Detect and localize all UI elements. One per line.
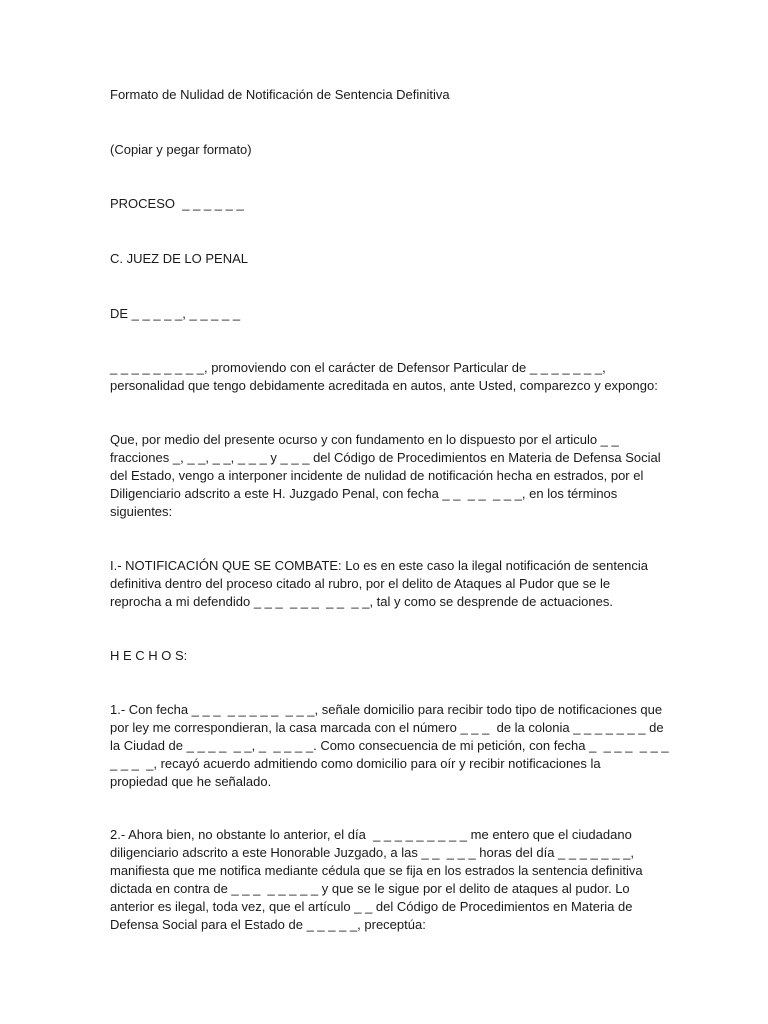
- hecho2-line: 2.- Ahora bien, no obstante lo anterior, el día _ _ _ _ _ _ _ _ _ me entero que el ciudadano: [110, 827, 632, 842]
- notificacion-line: reprocha a mi defendido _ _ _ _ _ _ _ _ _ _, tal y como se desprende de actuaciones.: [110, 594, 613, 609]
- hechos-heading: H E C H O S:: [110, 648, 188, 663]
- que-line: Diligenciario adscrito a este H. Juzgado Penal, con fecha _ _ _ _ _ _ _, en los términos: [110, 486, 618, 501]
- hecho2-line: anterior es ilegal, toda vez, que el artículo _ _ del Código de Procedimientos en Materia de: [110, 899, 633, 914]
- hecho2-line: Defensa Social para el Estado de _ _ _ _ _, preceptúa:: [110, 917, 426, 932]
- notificacion-line: I.- NOTIFICACIÓN QUE SE COMBATE: Lo es en este caso la ilegal notificación de sentencia: [110, 558, 649, 573]
- hecho2-line: manifiesta que me notifica mediante cédula que se fija en los estrados la sentencia definitiva: [110, 863, 643, 878]
- notificacion-paragraph: [110, 557, 658, 611]
- intro-line: _ _ _ _ _ _ _ _ _, promoviendo con el carácter de Defensor Particular de _ _ _ _ _ _ _,: [110, 360, 606, 375]
- document-title: Formato de Nulidad de Notificación de Sentencia Definitiva: [110, 87, 450, 102]
- hecho2-paragraph: [110, 826, 658, 934]
- hecho1-line: propiedad que he señalado.: [110, 774, 272, 789]
- que-line: del Estado, vengo a interponer incidente de nulidad de notificación hecha en estrados, por el: [110, 468, 644, 483]
- hecho1-line: _ _ _ _, recayó acuerdo admitiendo como domicilio para oír y recibir notificaciones la: [110, 756, 601, 771]
- de-line: DE _ _ _ _ _, _ _ _ _ _: [110, 306, 241, 321]
- hecho1-paragraph: [110, 701, 669, 791]
- juez-line: C. JUEZ DE LO PENAL: [110, 251, 248, 266]
- hecho1-line: la Ciudad de _ _ _ _ _ _, _ _ _ _ _. Como consecuencia de mi petición, con fecha _ _ _ _ _ _ _: [110, 738, 669, 753]
- que-line: siguientes:: [110, 504, 173, 519]
- que-line: Que, por medio del presente ocurso y con fundamento en lo dispuesto por el articulo _ _: [110, 432, 619, 447]
- proceso-line: PROCESO _ _ _ _ _ _: [110, 196, 244, 211]
- intro-paragraph: [110, 359, 658, 395]
- hecho1-line: por ley me correspondieran, la casa marcada con el número _ _ _ de la colonia _ _ _ _ _ _ _ de: [110, 720, 664, 735]
- intro-line: personalidad que tengo debidamente acreditada en autos, ante Usted, comparezco y expongo:: [110, 378, 658, 393]
- hecho2-line: diligenciario adscrito a este Honorable Juzgado, a las _ _ _ _ _ horas del día _ _ _ _ _ _ _,: [110, 845, 634, 860]
- hecho2-line: dictada en contra de _ _ _ _ _ _ _ _ y que se le sigue por el delito de ataques al pudor. Lo: [110, 881, 630, 896]
- document-subtitle: (Copiar y pegar formato): [110, 142, 252, 157]
- notificacion-line: definitiva dentro del proceso citado al rubro, por el delito de Ataques al Pudor que se le: [110, 576, 611, 591]
- que-paragraph: [110, 431, 661, 521]
- que-line: fracciones _, _ _, _ _, _ _ _ y _ _ _ del Código de Procedimientos en Materia de Defensa Social: [110, 450, 661, 465]
- hecho1-line: 1.- Con fecha _ _ _ _ _ _ _ _ _ _ _, señale domicilio para recibir todo tipo de notificaciones que: [110, 702, 663, 717]
